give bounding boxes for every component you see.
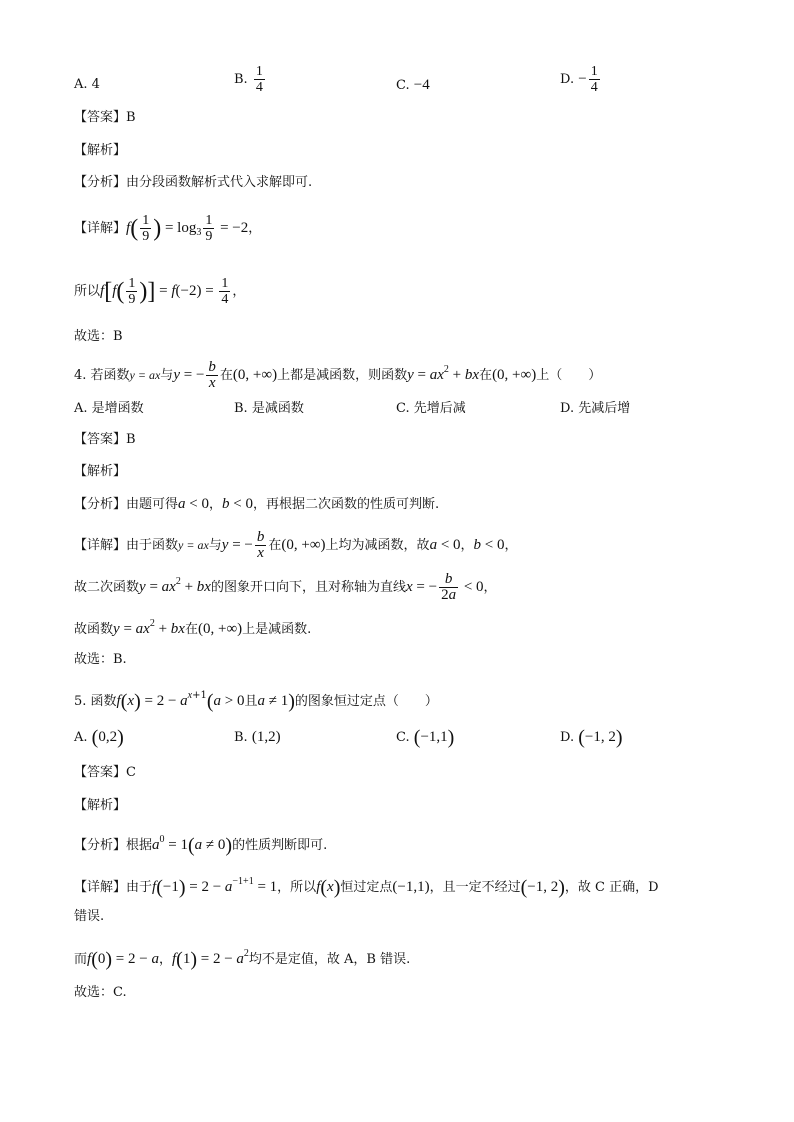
q3-option-d: D. − $\frac{1}{4}$ (560, 64, 598, 95)
q5-jiexi-label: 【解析】 (74, 798, 127, 813)
q3-option-b: B. $\frac{1}{4}$ (234, 64, 263, 95)
q5-stem: 5. 函数$f(x) = 2 - a^{x+1}(a > 0$且a ≠ 1)的图象恒过定点（ ） (74, 690, 438, 713)
q4-option-d: D. 先减后增 (560, 401, 631, 416)
q4-analysis: 【分析】由题可得a < 0，b < 0，再根据二次函数的性质可判断. (74, 496, 440, 512)
q4-option-a: A. 是增函数 (74, 401, 144, 416)
q4-stem: 4. 若函数y = ax与y = − $\frac{b}{x}$ 在(0, +∞)上都是减函数，则函数$y = ax^2$ + bx在(0, +∞)上（ ） (74, 359, 602, 391)
q4-detail-line1: 【详解】由于函数y = ax与y = − $\frac{b}{x}$ 在(0, +∞)上均为减函数，故a < 0，b < 0， (74, 529, 518, 561)
q5-option-d: D. (−1, 2) (560, 726, 623, 749)
q5-answer: 【答案】C (74, 765, 136, 780)
q3-answer: 【答案】B (74, 110, 136, 125)
q5-option-c: C. (−1,1) (396, 726, 455, 749)
q3-choose: 故选：B (74, 329, 123, 344)
q4-jiexi-label: 【解析】 (74, 464, 127, 479)
q5-detail-line3: 而f(0) = 2 − a，$f(1) = 2 - a^2$均不是定值，故 A，B 错误. (74, 948, 411, 971)
q3-option-c: C. −4 (396, 77, 430, 93)
q5-analysis: 【分析】根据$a^0 = 1(a \ne 0)$的性质判断即可. (74, 834, 328, 857)
q4-detail-line2: 故二次函数$y = ax^2$ + bx的图象开口向下，且对称轴为直线x = − $\frac{b}{2a}$ < 0， (74, 571, 497, 603)
q4-option-b: B. 是减函数 (234, 401, 304, 416)
q4-detail-line3: 故函数$y = ax^2$ + bx在(0, +∞)上是减函数. (74, 618, 312, 637)
q3-option-a: A. 4 (74, 77, 100, 92)
q5-option-b: B. (1,2) (234, 729, 281, 745)
q3-detail-line2: 所以f[f( $\frac{1}{9}$ )] = f(−2) = $\frac{1}{4}$ ， (74, 276, 246, 307)
q5-detail-line1: 【详解】由于$f(-1) = 2 - a^{-1+1} = 1$，所以f(x)恒过定点(−1,1)，且一定不经过(−1, 2)，故 C 正确，D (74, 876, 659, 899)
q3-jiexi-label: 【解析】 (74, 143, 127, 158)
q3-detail-line1: 【详解】f( $\frac{1}{9}$ ) = $\log_3$ $\frac{1}{9}$ = −2， (74, 213, 262, 244)
q5-detail-wrap: 错误. (74, 909, 105, 924)
q5-option-a: A. (0,2) (74, 726, 124, 749)
q5-choose: 故选：C. (74, 985, 127, 1000)
q4-answer: 【答案】B (74, 432, 136, 447)
q4-option-c: C. 先增后减 (396, 401, 466, 416)
q3-analysis: 【分析】由分段函数解析式代入求解即可. (74, 175, 313, 190)
q4-choose: 故选：B. (74, 652, 127, 667)
